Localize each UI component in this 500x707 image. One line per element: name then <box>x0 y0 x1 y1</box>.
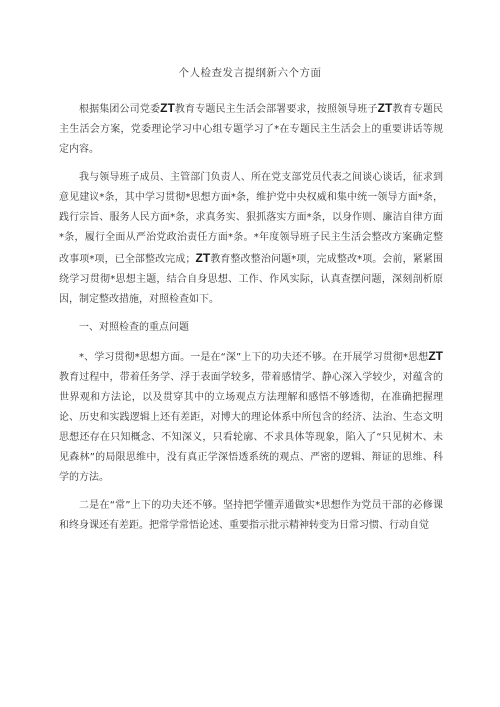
text-run: 教育整改整治问题*项，完成整改*项。会前，紧紧围绕学习贯彻*思想主题，结合自身思想、工作、作风实际，认真查摆问题，深刻剖析原因，制定整改措施，对照检查如下。 <box>59 254 444 305</box>
text-run-zt: ZT <box>428 349 443 363</box>
text-run-zt: ZT <box>377 101 393 115</box>
document-body <box>59 98 443 536</box>
text-run: 根据集团公司党委 <box>79 104 161 115</box>
section-heading: 一、对照检查的重点问题 <box>79 322 189 333</box>
text-run: 教育专题民主生活会部署要求，按照领导班子 <box>174 104 378 115</box>
text-run-zt: ZT <box>160 101 175 115</box>
paragraph-study-regular <box>59 496 443 536</box>
document-title: 个人检查发言提纲新六个方面 <box>178 67 322 79</box>
text-run-zt: ZT <box>195 251 211 265</box>
paragraph-study-deep <box>59 346 443 488</box>
paragraph-intro <box>59 98 443 160</box>
text-run: 教育过程中，带着任务学、浮于表面学较多，带着感情学、静心深入学较少，对蕴含的世界观和方法论，以及贯穿其中的立场观点方法理解和感悟不够透彻，在准确把握理论、历史和实践逻辑上还有差距，对博大的理论体系中所包含的经济、法治、生态文明思想还存在只知概念、不知深义，只看轮廓、不求具体等现象，陷入了“只见树木、未见森林”的局限思维中，没有真正学深悟透系统的观点、严密的逻辑、辩证的思维、科学的方法。 <box>59 372 443 483</box>
paragraph-talks <box>59 168 443 310</box>
text-run: 教育专题民主生活会方案，党委理论学习中心组专题学习了*在专题民主生活会上的重要讲话等规定内容。 <box>59 104 444 155</box>
text-run: 我与领导班子成员、主管部门负责人、所在党支部党员代表之间谈心谈话，征求到意见建议*条，其中学习贯彻*思想方面*条，维护党中央权威和集中统一领导方面*条，践行宗旨、服务人民方面*条，求真务实、狠抓落实方面*条，以身作则、廉洁自律方面*条，履行全面从严治党政治责任方面*条。*年度领导班子民主生活会整改方案确定整改事项*项，已全部整改完成； <box>59 172 443 265</box>
text-run: 二是在“常”上下的功夫还不够。坚持把学懂弄通做实*思想作为党员干部的必修课和终身课还有差距。把常学常悟论述、重要指示批示精神转变为日常习惯、行动自觉 <box>59 500 443 531</box>
text-run: *、学习贯彻*思想方面。一是在“深”上下的功夫还不够。在开展学习贯彻*思想 <box>79 352 429 363</box>
